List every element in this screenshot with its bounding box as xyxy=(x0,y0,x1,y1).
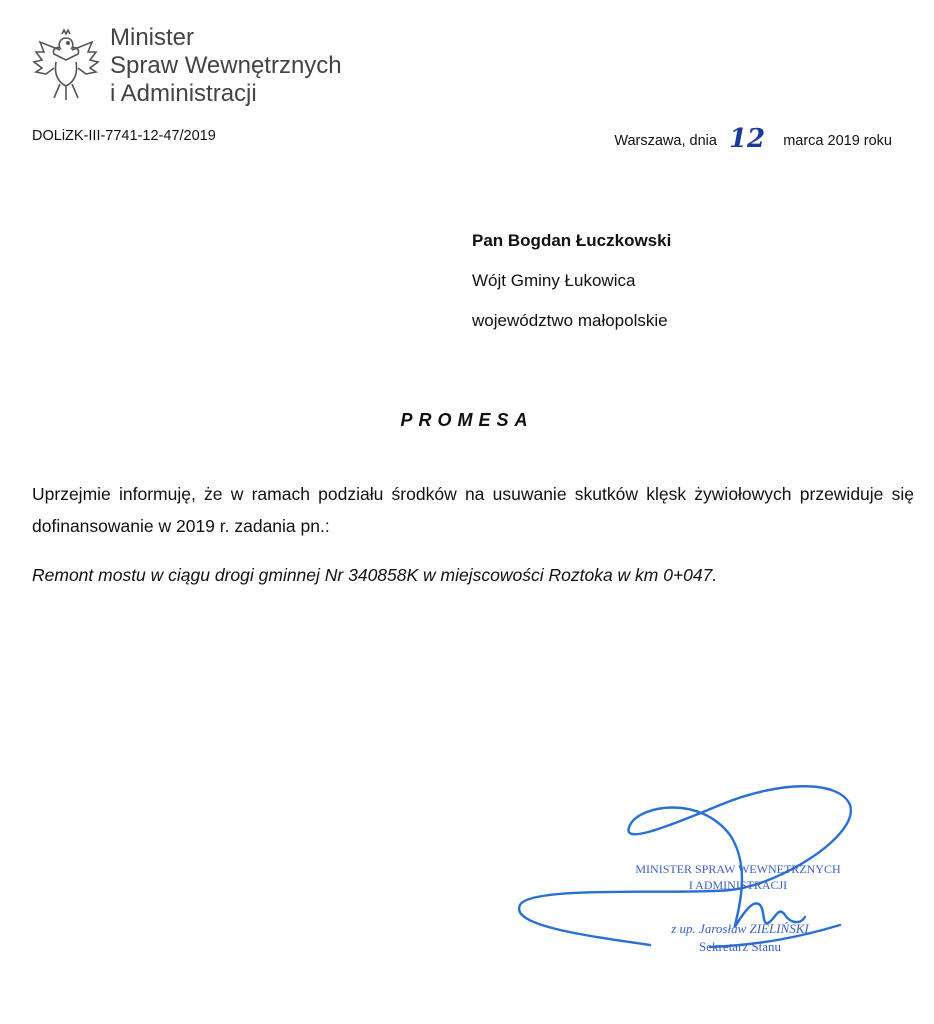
date-suffix: marca 2019 roku xyxy=(783,133,892,149)
addressee-name: Pan Bogdan Łuczkowski xyxy=(472,231,672,250)
task-description: Remont mostu w ciągu drogi gminnej Nr 340858K w miejscowości Roztoka w km 0+047. xyxy=(32,565,718,585)
stamp-line-2: I ADMINISTRACJI xyxy=(688,878,788,892)
document-title: PROMESA xyxy=(400,410,534,430)
ministry-line-2: Spraw Wewnętrznych xyxy=(110,52,342,79)
date-line xyxy=(614,122,892,152)
stamp-line-1: MINISTER SPRAW WEWNĘTRZNYCH xyxy=(635,862,841,876)
ministry-line-1: Minister xyxy=(110,24,195,51)
addressee-block xyxy=(472,221,671,341)
ministry-name xyxy=(110,24,342,108)
reference-number: DOLiZK-III-7741-12-47/2019 xyxy=(32,128,216,144)
body-paragraph: Uprzejmie informuję, że w ramach podziału środków na usuwanie skutków klęsk żywiołowych przewiduje się dofinansowanie w 2019 r. zadania pn.: xyxy=(32,484,914,536)
addressee-title: Wójt Gminy Łukowica xyxy=(472,271,636,290)
ministry-line-3: i Administracji xyxy=(110,80,257,107)
stamp-line-4: Sekretarz Stanu xyxy=(699,939,781,954)
signature-stamp xyxy=(500,775,900,965)
date-prefix: Warszawa, dnia xyxy=(614,133,717,149)
stamp-line-3: z up. Jarosław ZIELIŃSKI xyxy=(671,921,809,936)
eagle-emblem-icon xyxy=(30,28,102,104)
addressee-region: województwo małopolskie xyxy=(472,311,668,330)
date-day-handwritten: 12 xyxy=(728,124,766,154)
